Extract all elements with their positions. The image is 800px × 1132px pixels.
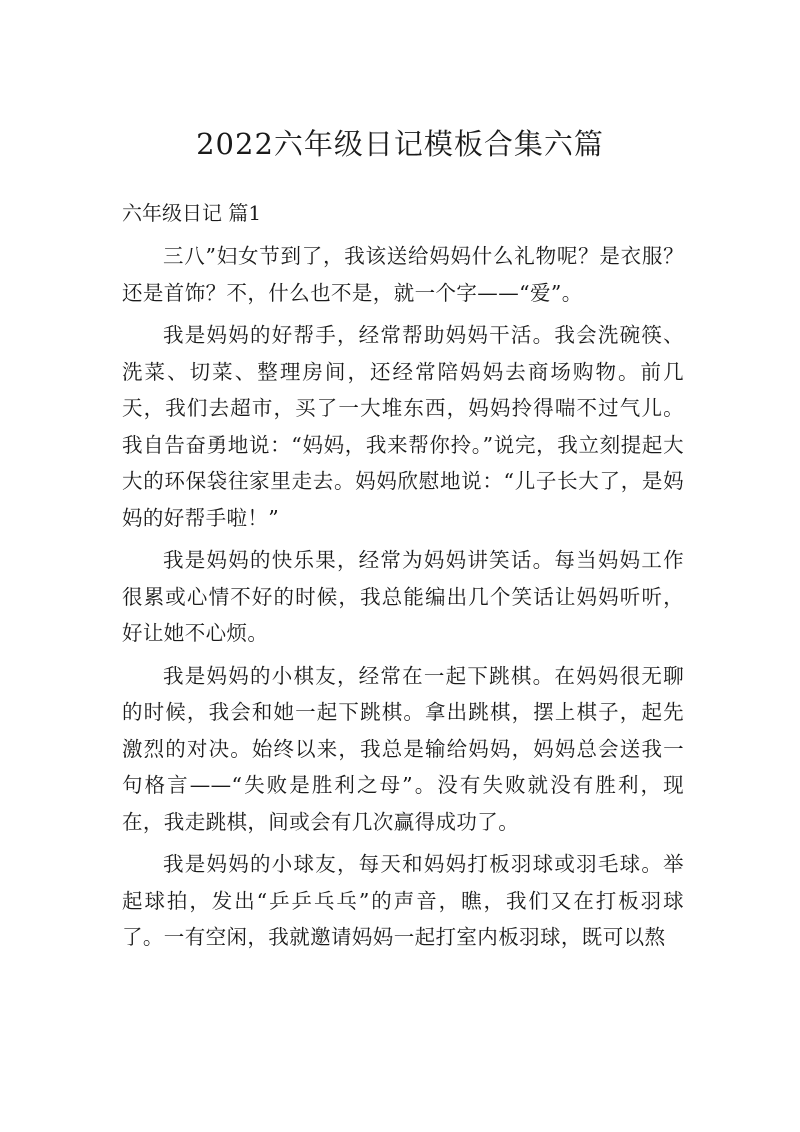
paragraph: 三八”妇女节到了，我该送给妈妈什么礼物呢？是衣服？还是首饰？不，什么也不是，就一个字——“爱”。 [122, 244, 684, 305]
paragraph: 我是妈妈的好帮手，经常帮助妈妈干活。我会洗碗筷、洗菜、切菜、整理房间，还经常陪妈妈去商场购物。前几天，我们去超市，买了一大堆东西，妈妈拎得喘不过气儿。我自告奋勇地说：“妈妈，我来帮你拎。”说完，我立刻提起大大的环保袋往家里走去。妈妈欣慰地说：“儿子长大了，是妈妈的好帮手啦！” [122, 323, 684, 530]
paragraph: 我是妈妈的小棋友，经常在一起下跳棋。在妈妈很无聊的时候，我会和她一起下跳棋。拿出跳棋，摆上棋子，起先激烈的对决。始终以来，我总是输给妈妈，妈妈总会送我一句格言——“失败是胜利之母”。没有失败就没有胜利，现在，我走跳棋，间或会有几次赢得成功了。 [122, 663, 684, 834]
document-title: 2022六年级日记模板合集六篇 [196, 127, 604, 161]
diary-body [122, 238, 684, 962]
section-heading: 六年级日记 篇1 [122, 201, 262, 225]
paragraph: 我是妈妈的快乐果，经常为妈妈讲笑话。每当妈妈工作很累或心情不好的时候，我总能编出几个笑话让妈妈听听，好让她不心烦。 [122, 548, 684, 645]
paragraph: 我是妈妈的小球友，每天和妈妈打板羽球或羽毛球。举起球拍，发出“乒乒乓乓”的声音，瞧，我们又在打板羽球了。一有空闲，我就邀请妈妈一起打室内板羽球，既可以熬 [122, 852, 684, 949]
